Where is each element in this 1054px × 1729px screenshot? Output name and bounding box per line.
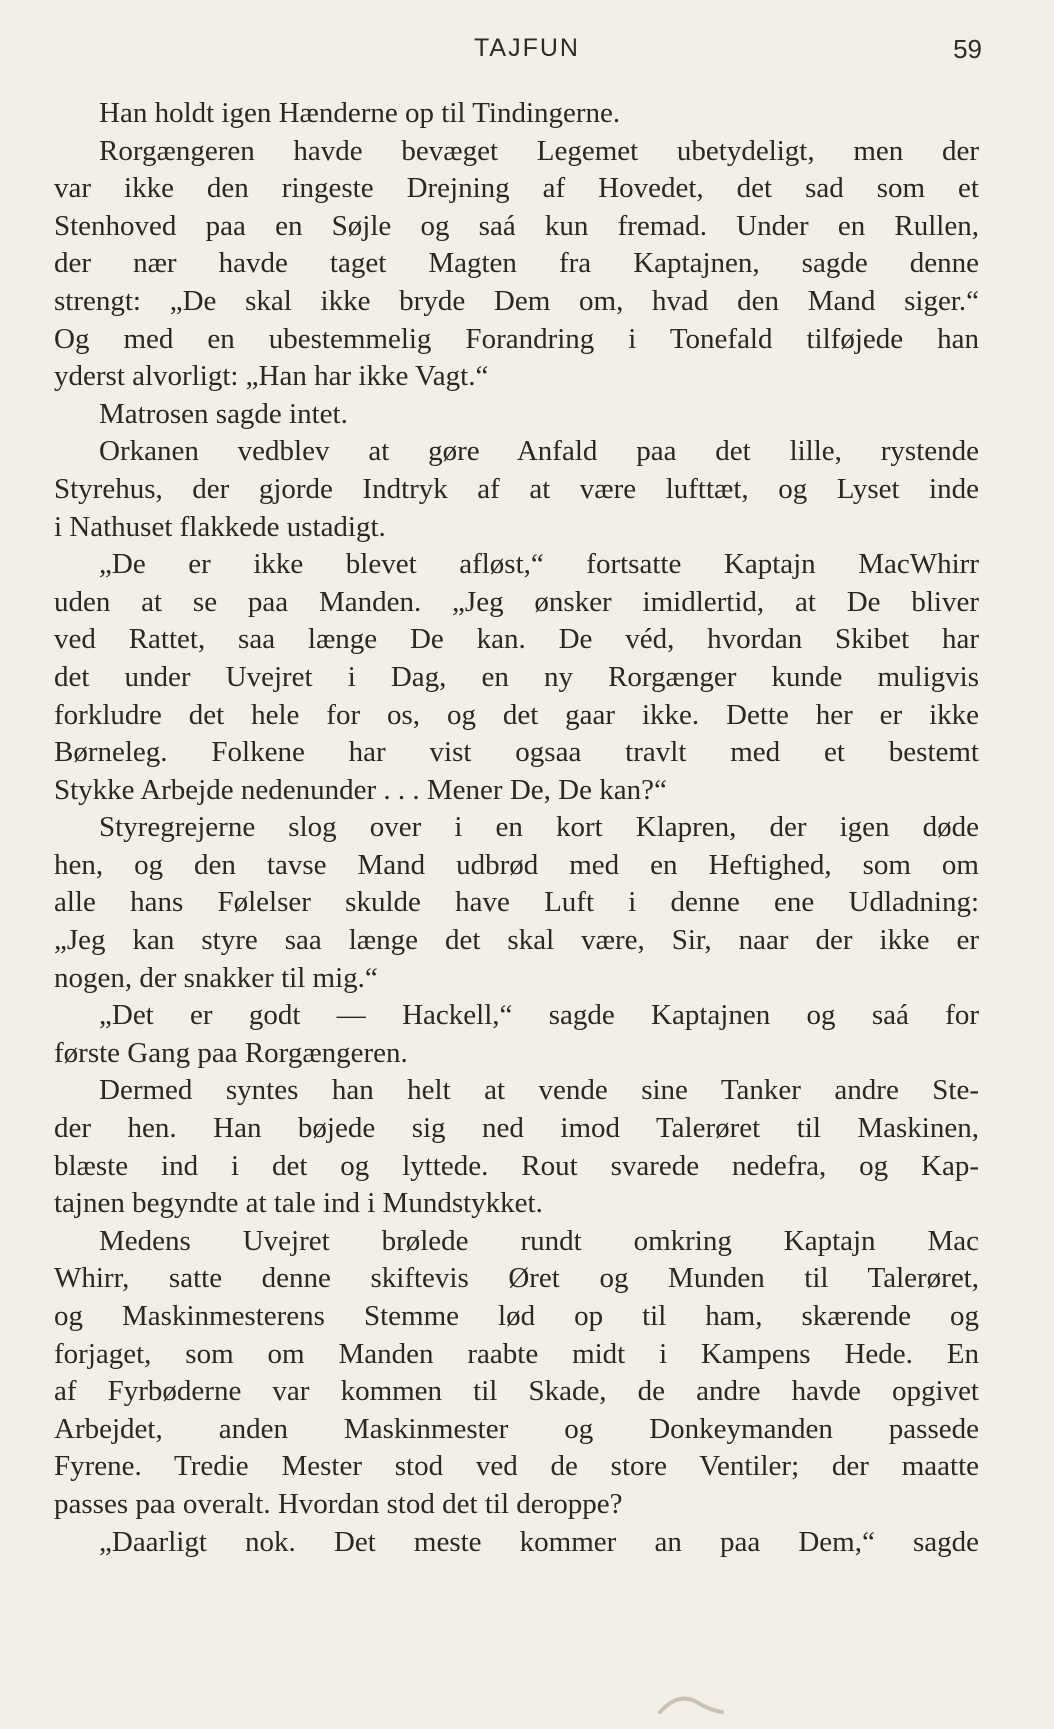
text-line: det under Uvejret i Dag, en ny Rorgænger kunde muligvis xyxy=(54,660,979,693)
text-line: i Nathuset flakkede ustadigt. xyxy=(54,510,386,543)
text-line: nogen, der snakker til mig.“ xyxy=(54,961,378,994)
text-line: Orkanen vedblev at gøre Anfald paa det lille, rystende xyxy=(99,435,979,468)
text-line: ved Rattet, saa længe De kan. De véd, hvordan Skibet har xyxy=(54,623,979,656)
text-line: uden at se paa Manden. „Jeg ønsker imidlertid, at De bliver xyxy=(54,585,979,618)
text-line: forjaget, som om Manden raabte midt i Kampens Hede. En xyxy=(54,1337,979,1370)
text-line: strengt: „De skal ikke bryde Dem om, hvad den Mand siger.“ xyxy=(54,284,979,317)
text-line: blæste ind i det og lyttede. Rout svarede nedefra, og Kap- xyxy=(54,1149,979,1182)
text-line: første Gang paa Rorgængeren. xyxy=(54,1036,408,1069)
text-line: Stykke Arbejde nedenunder . . . Mener De, De kan?“ xyxy=(54,773,667,806)
text-line: tajnen begyndte at tale ind i Mundstykket. xyxy=(54,1187,543,1220)
text-line: Dermed syntes han helt at vende sine Tanker andre Ste- xyxy=(99,1074,979,1107)
text-line: „Daarligt nok. Det meste kommer an paa Dem,“ sagde xyxy=(99,1525,979,1558)
text-line: „De er ikke blevet afløst,“ fortsatte Kaptajn MacWhirr xyxy=(99,548,979,581)
text-line: forkludre det hele for os, og det gaar ikke. Dette her er ikke xyxy=(54,698,979,731)
text-line: Børneleg. Folkene har vist ogsaa travlt med et bestemt xyxy=(54,736,979,769)
page-number: 59 xyxy=(953,34,982,64)
text-line: og Maskinmesterens Stemme lød op til ham, skærende og xyxy=(54,1300,979,1332)
text-line: passes paa overalt. Hvordan stod det til deroppe? xyxy=(54,1487,623,1520)
text-line: Fyrene. Tredie Mester stod ved de store Ventiler; der maatte xyxy=(54,1450,979,1483)
text-line: Matrosen sagde intet. xyxy=(99,397,348,430)
text-line: Han holdt igen Hænderne op til Tindingerne. xyxy=(99,97,621,129)
text-line: Arbejdet, anden Maskinmester og Donkeymanden passede xyxy=(54,1412,979,1445)
text-line: der hen. Han bøjede sig ned imod Talerøret til Maskinen, xyxy=(54,1112,979,1145)
text-line: Stenhoved paa en Søjle og saá kun fremad. Under en Rullen, xyxy=(54,209,979,242)
text-body xyxy=(54,95,979,1561)
text-line: „Jeg kan styre saa længe det skal være, Sir, naar der ikke er xyxy=(54,924,979,957)
text-line: Whirr, satte denne skiftevis Øret og Munden til Talerøret, xyxy=(54,1262,979,1295)
text-line: var ikke den ringeste Drejning af Hovedet, det sad som et xyxy=(54,172,979,205)
text-line: Og med en ubestemmelig Forandring i Tonefald tilføjede han xyxy=(54,322,979,355)
text-line: Styregrejerne slog over i en kort Klapren, der igen døde xyxy=(99,811,979,844)
text-line: Rorgængeren havde bevæget Legemet ubetydeligt, men der xyxy=(99,134,979,167)
text-line: der nær havde taget Magten fra Kaptajnen, sagde denne xyxy=(54,247,979,280)
text-line: „Det er godt — Hackell,“ sagde Kaptajnen og saá for xyxy=(99,999,979,1032)
text-line: yderst alvorligt: „Han har ikke Vagt.“ xyxy=(54,360,489,393)
text-line: alle hans Følelser skulde have Luft i denne ene Udladning: xyxy=(54,886,979,919)
running-title: TAJFUN xyxy=(474,34,580,62)
page-ornament-icon xyxy=(650,1686,730,1716)
text-line: hen, og den tavse Mand udbrød med en Heftighed, som om xyxy=(54,848,979,881)
text-line: Medens Uvejret brølede rundt omkring Kaptajn Mac xyxy=(99,1224,979,1257)
text-line: Styrehus, der gjorde Indtryk af at være lufttæt, og Lyset inde xyxy=(54,472,979,505)
text-line: af Fyrbøderne var kommen til Skade, de andre havde opgivet xyxy=(54,1375,979,1408)
running-head xyxy=(0,30,1054,70)
